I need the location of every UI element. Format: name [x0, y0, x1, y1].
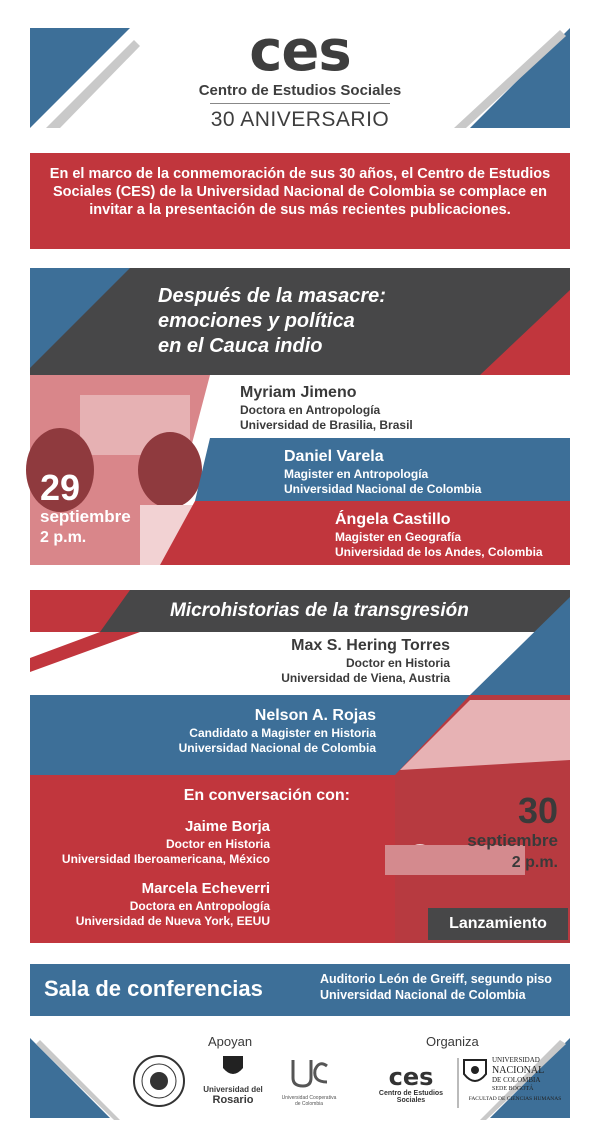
guest-degree: Doctora en Antropología — [129, 898, 270, 913]
speaker-affiliation: Universidad de Brasilia, Brasil — [240, 418, 413, 432]
book1-title-line: en el Cauca indio — [158, 335, 323, 357]
guest-affiliation: Universidad de Nueva York, EEUU — [75, 913, 270, 928]
ucc-logo-icon — [289, 1058, 329, 1090]
organize-label: Organiza — [426, 1034, 479, 1049]
unal-line: NACIONAL — [492, 1065, 545, 1076]
speaker-degree: Candidato a Magister en Historia — [189, 726, 376, 740]
speaker-affiliation: Universidad de los Andes, Colombia — [335, 545, 543, 559]
rosario-line: Universidad del — [203, 1085, 263, 1094]
unal-line: DE COLOMBIA — [492, 1076, 541, 1084]
org-name: Centro de Estudios Sociales — [198, 82, 402, 99]
speaker-affiliation: Universidad Nacional de Colombia — [284, 482, 482, 496]
speaker-degree: Magister en Antropología — [284, 467, 429, 481]
logo-ucc — [280, 1058, 338, 1107]
guest-degree: Doctor en Historia — [165, 836, 270, 851]
guest-affiliation: Universidad Iberoamericana, México — [61, 851, 270, 866]
support-label: Apoyan — [208, 1034, 253, 1049]
rosario-crest-icon — [221, 1054, 245, 1080]
speaker-name: Daniel Varela — [284, 448, 384, 465]
unal-shield-icon — [462, 1058, 488, 1088]
logo-rosario — [203, 1054, 263, 1106]
conversation-label: En conversación con: — [183, 787, 350, 804]
guest-name: Jaime Borja — [184, 818, 270, 835]
intro-text-line: invitar a la presentación de sus más recientes publicaciones. — [89, 202, 511, 219]
speaker-name: Myriam Jimeno — [240, 384, 357, 401]
anniversary-label: 30 ANIVERSARIO — [210, 108, 390, 131]
speaker-degree: Doctora en Antropología — [240, 403, 381, 417]
speaker-degree: Magister en Geografía — [335, 530, 462, 544]
book2-title: Microhistorias de la transgresión — [170, 600, 469, 621]
ces-footer-main: ces — [388, 1063, 434, 1091]
unal-line: SEDE BOGOTÁ — [492, 1086, 534, 1092]
ucc-text: Universidad Cooperativa de Colombia — [281, 1095, 337, 1107]
ces-logo: ces — [249, 19, 351, 84]
intro-text-line: Sociales (CES) de la Universidad Nacional de Colombia se complace en — [53, 184, 547, 201]
book1-title-line: emociones y política — [158, 310, 355, 332]
intro-text-line: En el marco de la conmemoración de sus 30 años, el Centro de Estudios — [49, 166, 551, 182]
ces-footer-sub: Centro de Estudios Sociales — [378, 1090, 444, 1104]
unal-faculty: FACULTAD DE CIENCIAS HUMANAS — [468, 1096, 562, 1102]
speaker-name: Ángela Castillo — [335, 511, 451, 528]
speaker-name: Nelson A. Rojas — [254, 707, 376, 724]
date-month: septiembre — [40, 507, 131, 526]
launch-badge: Lanzamiento — [428, 908, 568, 940]
book1-title-line: Después de la masacre: — [158, 285, 386, 307]
speaker-affiliation: Universidad Nacional de Colombia — [178, 741, 376, 755]
speaker-degree: Doctor en Historia — [345, 656, 450, 670]
guest-name: Marcela Echeverri — [141, 880, 270, 897]
speaker-name: Max S. Hering Torres — [291, 637, 450, 654]
venue-label: Sala de conferencias — [44, 976, 263, 1001]
speaker-affiliation: Universidad de Viena, Austria — [281, 671, 450, 685]
venue-line: Auditorio León de Greiff, segundo piso — [320, 972, 552, 986]
date-month: septiembre — [467, 831, 558, 850]
date-day: 30 — [517, 790, 558, 831]
date-time: 2 p.m. — [511, 854, 558, 871]
unal-text — [492, 1056, 544, 1094]
logo-ces-footer — [368, 1064, 454, 1104]
antropologia-seal-icon — [132, 1054, 186, 1108]
rosario-line: Rosario — [212, 1094, 254, 1106]
footer-triangle-left — [30, 1038, 110, 1118]
date-time: 2 p.m. — [40, 529, 87, 546]
unal-line: UNIVERSIDAD — [492, 1056, 540, 1064]
venue-line: Universidad Nacional de Colombia — [320, 987, 526, 1002]
date-day: 29 — [40, 467, 81, 508]
